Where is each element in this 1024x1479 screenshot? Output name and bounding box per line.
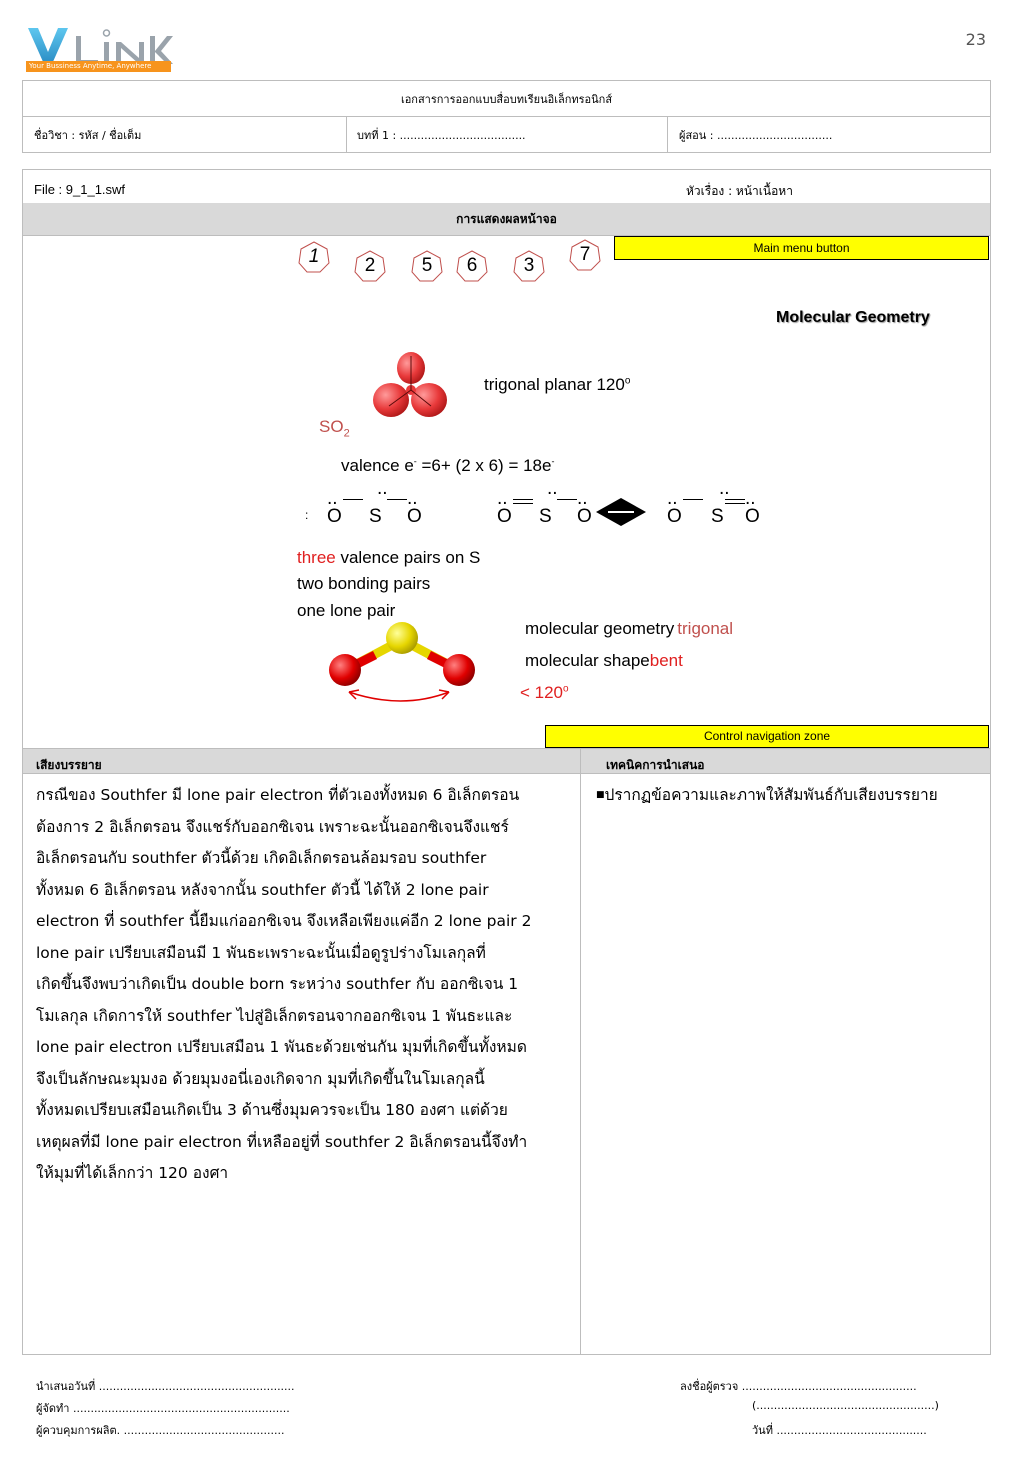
narration-line: electron ที่ southfer นี้ยืมแก่ออกซิเจน จึงเหลือเพียงแค่อีก 2 lone pair 2 — [36, 912, 532, 930]
screen-preview — [23, 236, 990, 748]
lewis-structure-3: .. O .. S .. O — [667, 478, 760, 527]
marker-7: 7 — [569, 239, 601, 271]
narration-text — [36, 780, 576, 1190]
marker-1: 1 — [298, 241, 330, 273]
chapter-field: บทที่ 1 : .................................... — [357, 129, 526, 142]
footer-controller: ผู้ควบคุมการผลิต. .............................................. — [36, 1424, 285, 1437]
molecular-shape-line: molecular shapebent — [525, 651, 683, 670]
molecular-geometry-line: molecular geometry trigonal — [525, 619, 734, 638]
marker-2: 2 — [354, 250, 386, 282]
narration-line: เหตุผลที่มี lone pair electron ที่เหลืออยู่ที่ southfer 2 อิเล็กตรอนนี้จึงทำ — [36, 1132, 528, 1151]
narration-line: จึงเป็นลักษณะมุมงอ ด้วยมุมงอนี่เองเกิดจาก มุมที่เกิดขึ้นในโมเลกุลนี้ — [36, 1069, 485, 1088]
geometry-label: trigonal planar 120$^o$ — [484, 375, 631, 394]
control-navigation-zone: Control navigation zone — [545, 725, 989, 748]
file-name: File : 9_1_1.swf — [34, 182, 126, 197]
narration-line: กรณีของ Southfer มี lone pair electron ที่ตัวเองทั้งหมด 6 อิเล็กตรอน — [36, 786, 520, 804]
narration-header: เสียงบรรยาย — [36, 758, 102, 772]
narration-line: ทั้งหมด 6 อิเล็กตรอน หลังจากนั้น southfer ตัวนี้ ได้ให้ 2 lone pair — [36, 880, 489, 899]
footer-checker: ลงชื่อผู้ตรวจ .................................................. — [680, 1380, 917, 1393]
vlink-logo — [26, 22, 176, 74]
trigonal-planar-model-icon — [371, 350, 451, 422]
resonance-arrow-icon — [596, 498, 646, 526]
valence-electron-count: valence e- =6+ (2 x 6) = 18e- — [341, 456, 555, 475]
so2-bent-model-icon — [325, 614, 485, 704]
bond-angle-label: < $120^o$ — [520, 683, 569, 702]
narration-line: โมเลกุล เกิดการให้ southfer ไปสู่อิเล็กตรอนจากออกซิเจน 1 พันธะและ — [36, 1006, 513, 1025]
narration-line: ทั้งหมดเปรียบเสมือนเกิดเป็น 3 ด้านซึ่งมุมควรจะเป็น 180 องศา แต่ด้วย — [36, 1101, 508, 1119]
bonding-pairs-line: two bonding pairs — [297, 574, 431, 593]
page-number: 23 — [965, 30, 986, 49]
footer-date: วันที่ ........................................... — [752, 1424, 927, 1437]
valence-pairs-line1: three valence pairs on S — [297, 548, 481, 567]
narration-line: เกิดขึ้นจึงพบว่าเกิดเป็น double born ระหว่าง southfer กับ ออกซิเจน 1 — [36, 975, 519, 993]
topic-field: หัวเรื่อง : หน้าเนื้อหา — [686, 184, 793, 198]
bullet-icon: ■ — [596, 790, 605, 800]
narration-line: ต้องการ 2 อิเล็กตรอน จึงแชร์กับออกซิเจน เพราะฉะนั้นออกซิเจนจึงแชร์ — [36, 817, 509, 836]
marker-6: 6 — [456, 250, 488, 282]
instructor-field: ผู้สอน : ................................. — [679, 129, 833, 142]
screen-title: Molecular Geometry — [776, 309, 930, 326]
lewis-structure-2: .. O .. S .. O — [497, 478, 592, 527]
molecule-formula: $SO_2$ — [319, 417, 350, 440]
marker-5: 5 — [411, 250, 443, 282]
lone-pair-line: one lone pair — [297, 601, 396, 620]
lewis-structure-1: : .. O .. S .. O — [305, 478, 422, 527]
subject-field: ชื่อวิชา : รหัส / ชื่อเต็ม — [34, 129, 142, 142]
footer-paren: (...................................................) — [752, 1399, 939, 1412]
technique-header: เทคนิคการนำเสนอ — [606, 758, 705, 772]
narration-line: lone pair electron เปรียบเสมือน 1 พันธะด้วยเช่นกัน มุมที่เกิดขึ้นทั้งหมด — [36, 1038, 527, 1056]
footer-maker: ผู้จัดทำ .............................................................. — [36, 1402, 290, 1415]
narration-line: ให้มุมที่ได้เล็กกว่า 120 องศา — [36, 1164, 229, 1182]
screen-section-header: การแสดงผลหน้าจอ — [456, 212, 557, 226]
marker-3: 3 — [513, 250, 545, 282]
narration-line: lone pair เปรียบเสมือนมี 1 พันธะเพราะฉะนั้นเมื่อดูรูปร่างโมเลกุลที่ — [36, 943, 486, 962]
logo-tagline: Your Bussiness Anytime, Anywhere — [26, 61, 171, 72]
doc-title: เอกสารการออกแบบสื่อบทเรียนอิเล็กทรอนิกส์ — [400, 93, 613, 106]
technique-text: ■ปรากฏข้อความและภาพให้สัมพันธ์กับเสียงบรรยาย — [596, 786, 938, 804]
footer-presented: นำเสนอวันที่ ........................................................ — [36, 1380, 295, 1393]
main-menu-button-zone: Main menu button — [614, 236, 989, 260]
narration-line: อิเล็กตรอนกับ southfer ตัวนี้ด้วย เกิดอิเล็กตรอนล้อมรอบ southfer — [36, 849, 487, 867]
